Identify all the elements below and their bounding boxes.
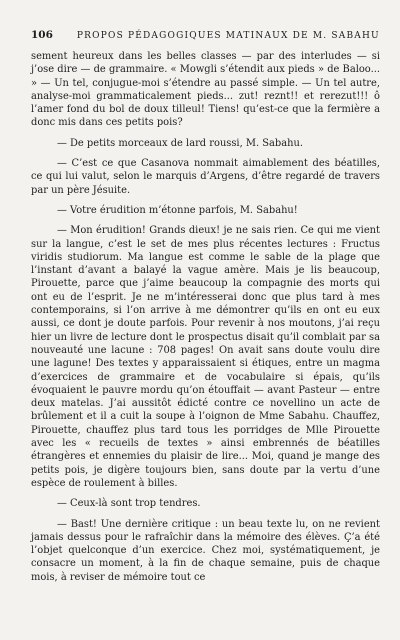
paragraph: — Bast! Une dernière critique : un beau texte lu, on ne revient jamais dessus pour le rafraîchir dans la mémoire des élèves. Ç’a été l’objet quelconque d’un exercice. Chez moi, systématiquement, je consacre un moment, à la fin de chaque semaine, puis de chaque mois, à reviser de mémoire tout ce [31,518,380,583]
paragraph: sement heureux dans les belles classes — par des interludes — si j’ose dire — de grammaire. « Mowgli s’étendit aux pieds » de Baloo... » — Un tel, conjugue-moi s’étendre au passé simple. — Un tel autre, analyse-moi grammaticalement pieds... zut! reznt!! et rerezut!!! ô l’amer fond du bol de doux tilleul! Tiens! qu’est-ce que la fermière a donc mis dans ces petits pois? [31,51,380,129]
page-header [31,29,380,41]
paragraph: — Mon érudition! Grands dieux! je ne sais rien. Ce qui me vient sur la langue, c’est le set de mes plus récentes lectures : Fructus viridis studiorum. Ma langue est comme le sable de la plage que l’instant d’avant a balayé la vague amère. Mais je lis beaucoup, Pirouette, parce que j’aime beaucoup la compagnie des morts qui ont eu de l’esprit. Je ne m’intéresserai donc que plus tard à mes contemporains, si l’on arrive à me démontrer qu’ils en ont eu eux aussi, ce dont je doute parfois. Pour revenir à nos moutons, j’ai reçu hier un livre de lecture dont le prospectus disait qu’il comblait par sa nouveauté une lacune : 708 pages! On avait sans doute voulu dire une lagune! Des textes y apparaissaient si étiques, entre un magma d’exercices de grammaire et de vocabulaire si épais, qu’ils évoquaient le pauvre mordu qu’on étouffait — avant Pasteur — entre deux matelas. J’ai aussitôt édicté contre ce novellino un acte de brûlement et il a cuit la soupe à l’oignon de Mme Sabahu. Chauffez, Pirouette, chauffez plus tard tous les porridges de Mlle Pirouette avec les « recueils de textes » ainsi embrennés de béatilles étrangères et ennemies du plaisir de lire... Moi, quand je mange des petits pois, je digère toujours bien, sans doute par la vertu d’une espèce de roulement à billes. [31,225,380,489]
page-number: 106 [31,29,53,41]
paragraph: — Votre érudition m’étonne parfois, M. Sabahu! [57,204,298,216]
paragraph: — C’est ce que Casanova nommait aimablement des béatilles, ce qui lui valut, selon le marquis d’Argens, d’être regardé de travers par un père Jésuite. [31,158,380,196]
paragraph: — De petits morceaux de lard roussi, M. Sabahu. [57,137,303,149]
running-title: PROPOS PÉDAGOGIQUES MATINAUX DE M. SABAHU [76,31,380,41]
paragraph: — Ceux-là sont trop tendres. [57,498,201,510]
body-text [31,50,380,584]
